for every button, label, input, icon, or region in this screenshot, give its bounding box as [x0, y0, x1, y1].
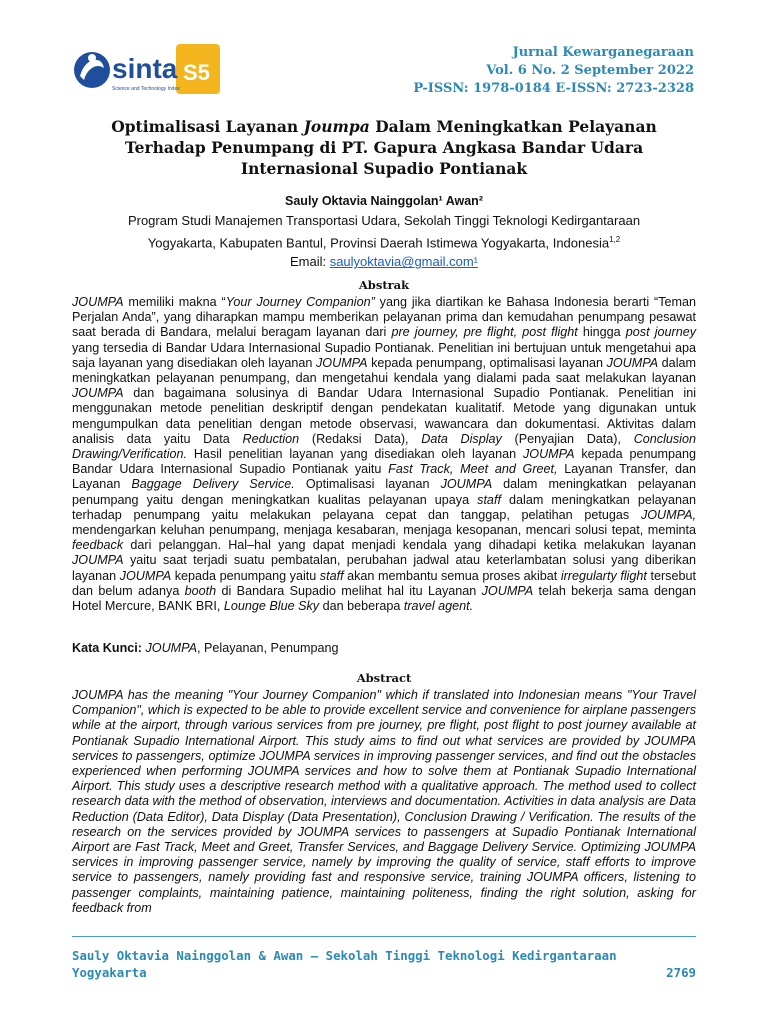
abstract-heading: Abstract — [356, 671, 412, 685]
abstract-body: JOUMPA has the meaning "Your Journey Companion" which if translated into Indonesian means "Your Travel Companion", which is expected to be able to provide excellent service and convenience for airplane passengers while at the airport, through various services from pre journey, pre flight, post flight to post journey available at Pontianak Supadio International Airport. This study aims to find out what services are provided by JOUMPA services to passengers, optimize JOUMPA services in improving passenger services, and find out the obstacles experienced when performing JOUMPA services and how to solve them at Pontianak Supadio International Airport. This study uses a descriptive research method with a qualitative approach. The method used to collect research data with the method of observation, interviews and documentation. Activities in data analysis are Data Reduction (Data Editor), Data Display (Data Presentation), Conclusion Drawing / Verification. The results of the research on the services provided by JOUMPA services to passengers at Supadio Pontianak International Airport are Fast Track, Meet and Greet, Transfer Services, and Baggage Delivery Service. Optimizing JOUMPA services in improving passenger service, namely by improving the quality of service, staff efforts to improve service to passengers, namely providing fast and responsive service, training JOUMPA officers, listening to passenger complaints, maintaining patience, maintaining politeness, finding the right solution, asking for feedback from — [72, 688, 696, 915]
logo-level: S5 — [183, 60, 210, 85]
title-part-2: Dalam Meningkatkan Pelayanan Terhadap Penumpang di PT. Gapura Angkasa Bandar Udara Internasional Supadio Pontianak — [124, 117, 657, 178]
sinta-logo-graphic — [72, 42, 222, 102]
email-line — [72, 252, 696, 271]
footer-line-2 — [72, 964, 696, 981]
affiliation-text: Yogyakarta, Kabupaten Bantul, Provinsi Daerah Istimewa Yogyakarta, Indonesia — [147, 235, 610, 251]
keywords-rest: , Pelayanan, Penumpang — [197, 641, 339, 655]
email-link[interactable]: saulyoktavia@gmail.com¹ — [329, 254, 479, 270]
logo-brand: sinta — [112, 53, 178, 84]
affiliation-line-1: Program Studi Manajemen Transportasi Udara, Sekolah Tinggi Teknologi Kedirgantaraan — [127, 213, 641, 228]
journal-issn: P-ISSN: 1978-0184 E-ISSN: 2723-2328 — [413, 81, 694, 96]
abstrak-body: JOUMPA memiliki makna “Your Journey Companion” yang jika diartikan ke Bahasa Indonesia berarti “Teman Perjalan Anda”, yang diharapkan mampu memberikan pelayanan prima dan kemudahan penumpang pesawat saat berada di Bandara, melalui beragam layanan dari pre journey, pre flight, post flight hingga post journey yang tersedia di Bandar Udara Internasional Supadio Pontianak. Penelitian ini bertujuan untuk mengetahui apa saja layanan yang disediakan oleh layanan JOUMPA kepada penumpang, optimalisasi layanan JOUMPA dalam meningkatkan pelayanan penumpang, dan mengetahui kendala yang dialami pada saat melakukan layanan JOUMPA dan bagaimana solusinya di Bandar Udara Internasional Supadio Pontianak. Penelitian ini menggunakan metode penelitian deskriptif dengan pendekatan kualitatif. Metode yang digunakan untuk mengumpulkan data penelitian dengan metode observasi, wawancara dan dokumentasi. Aktivitas dalam analisis data yaitu Data Reduction (Redaksi Data), Data Display (Penyajian Data), Conclusion Drawing/Verification. Hasil penelitian layanan yang disediakan oleh layanan JOUMPA kepada penumpang Bandar Udara Internasional Supadio Pontianak yaitu Fast Track, Meet and Greet, Layanan Transfer, dan Layanan Baggage Delivery Service. Optimalisasi layanan JOUMPA dalam meningkatkan pelayanan penumpang yaitu dengan meningkatkan kualitas pelayanan upaya staff dalam meningkatkan pelayanan terhadap penumpang yaitu melakukan pelayana cepat dan tanggap, pelatihan petugas JOUMPA, mendengarkan keluhan penumpang, menjaga kesabaran, menjaga kesopanan, mencari solusi tepat, meminta feedback dari pelanggan. Hal–hal yang dapat menjadi kendala yang dihadapi ketika melakukan layanan JOUMPA yaitu saat terjadi suatu pembatalan, perubahan jadwal atau keterlambatan solusi yang diberikan layanan JOUMPA kepada penumpang yaitu staff akan membantu semua proses akibat irregularty flight tersebut dan belum adanya booth di Bandara Supadio melihat hal itu Layanan JOUMPA telah bekerja sama dengan Hotel Mercure, BANK BRI, Lounge Blue Sky dan beberapa travel agent. — [72, 295, 697, 614]
affiliation-line-2 — [72, 230, 696, 252]
abstrak-heading: Abstrak — [358, 278, 410, 292]
paper-title — [80, 116, 688, 179]
sinta-logo — [72, 42, 222, 102]
page-number: 2769 — [666, 965, 696, 980]
journal-volume: Vol. 6 No. 2 September 2022 — [486, 63, 694, 78]
keywords-line — [72, 641, 696, 656]
keywords-label: Kata Kunci: — [72, 641, 146, 655]
email-label: Email: — [289, 254, 330, 270]
author-names: Sauly Oktavia Nainggolan¹ Awan² — [285, 194, 483, 208]
journal-header — [413, 44, 694, 98]
keyword-italic: JOUMPA — [145, 641, 198, 655]
title-part-1: Optimalisasi Layanan — [111, 117, 304, 136]
page-footer — [72, 947, 696, 981]
footer-line-1: Sauly Oktavia Nainggolan & Awan – Sekolah Tinggi Teknologi Kedirgantaraan — [72, 948, 617, 963]
authors-block — [72, 192, 696, 271]
affiliation-superscript: 1,2 — [609, 235, 621, 244]
footer-divider — [72, 936, 696, 937]
footer-institution-city: Yogyakarta — [72, 965, 147, 980]
logo-tagline: Science and Technology Index — [112, 86, 180, 92]
journal-name: Jurnal Kewarganegaraan — [512, 45, 694, 60]
title-italic: Joumpa — [303, 117, 370, 136]
